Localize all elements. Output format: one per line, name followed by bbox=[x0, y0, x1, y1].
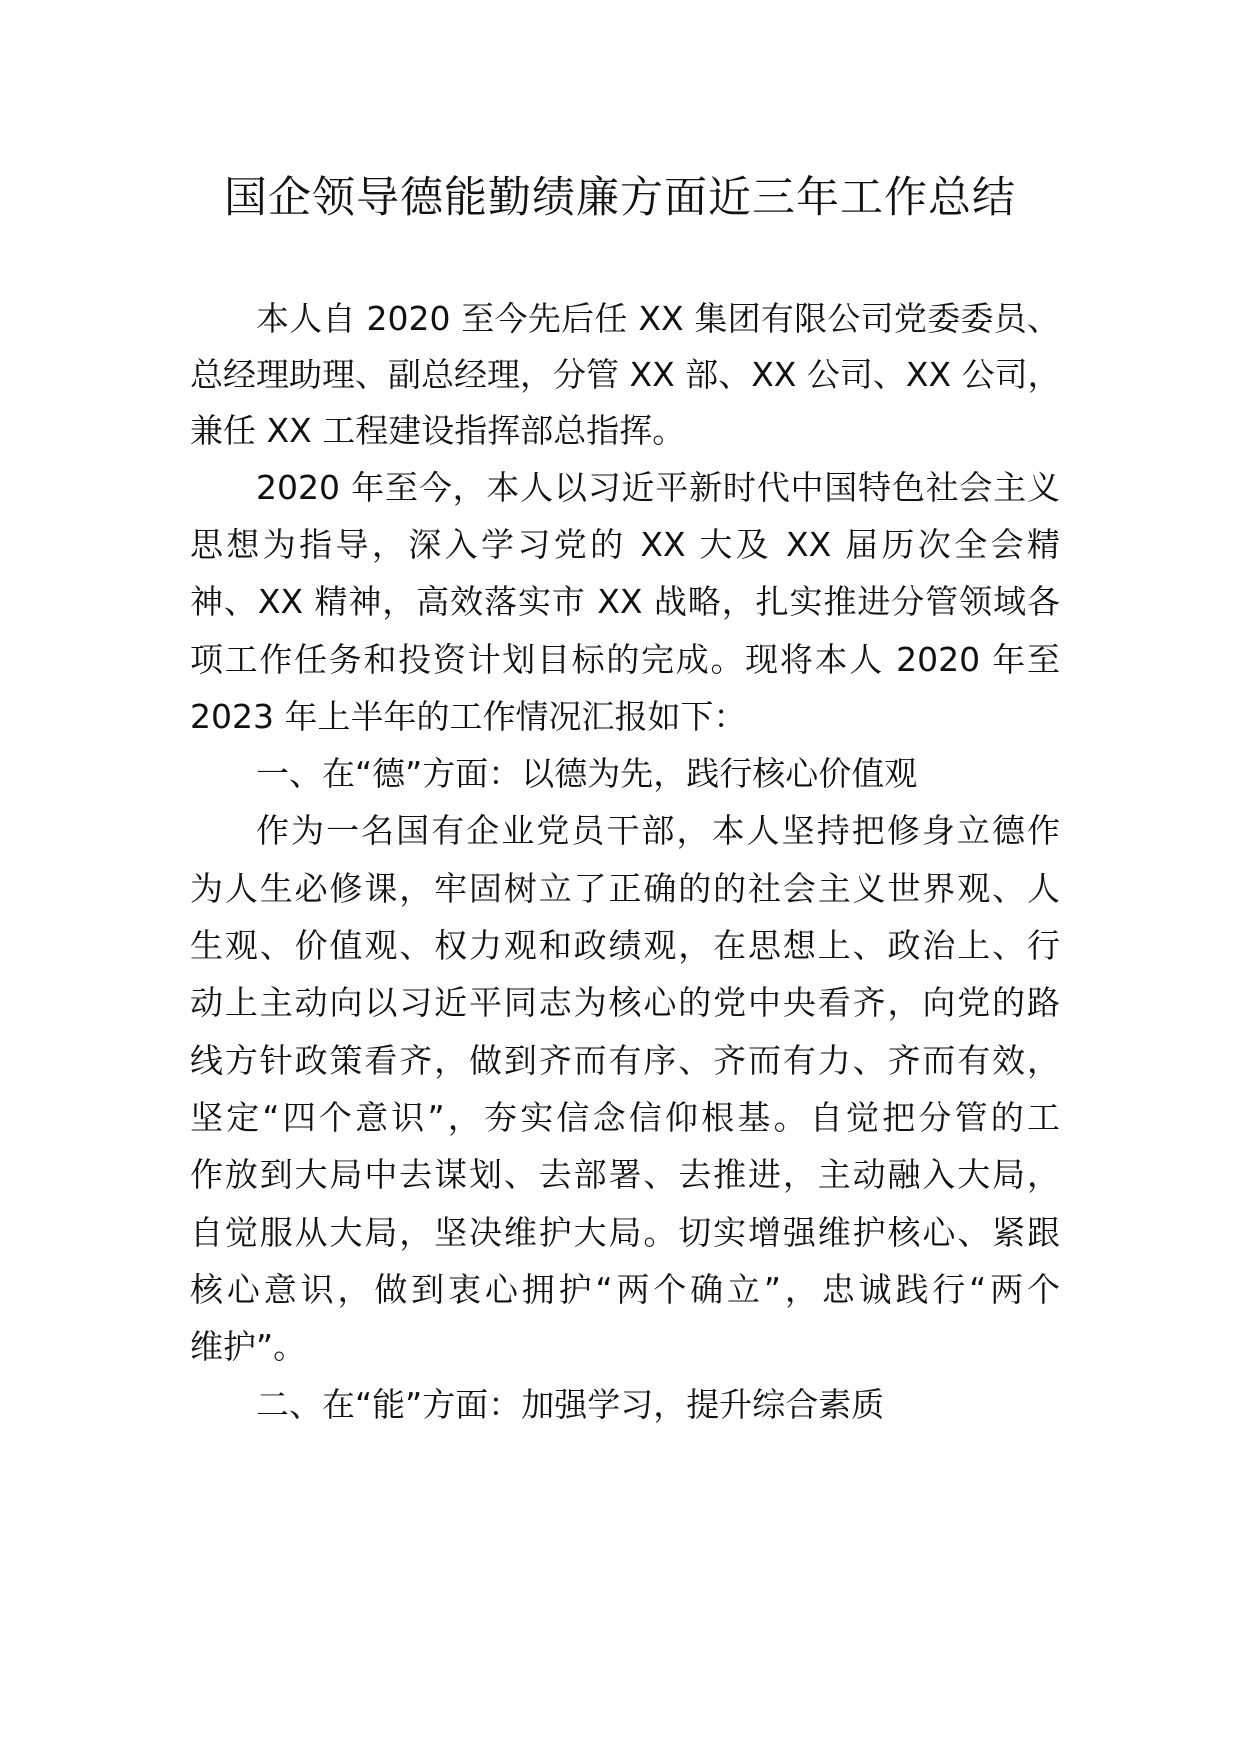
paragraph-3-line-4: 动上主动向以习近平同志为核心的党中央看齐，向党的路 bbox=[190, 983, 1060, 1022]
paragraph-2-line-2: 思想为指导，深入学习党的 XX 大及 XX 届历次全会精 bbox=[190, 525, 1060, 564]
paragraph-2-line-4: 项工作任务和投资计划目标的完成。现将本人 2020 年至 bbox=[190, 640, 1060, 679]
paragraph-2-line-1: 2020 年至今，本人以习近平新时代中国特色社会主义 bbox=[256, 468, 1060, 507]
paragraph-1-line-1: 本人自 2020 至今先后任 XX 集团有限公司党委委员、 bbox=[256, 299, 1060, 338]
paragraph-3-line-2: 为人生必修课，牢固树立了正确的的社会主义世界观、人 bbox=[190, 869, 1060, 908]
paragraph-3-line-3: 生观、价值观、权力观和政绩观，在思想上、政治上、行 bbox=[190, 926, 1060, 965]
paragraph-3-line-10: 维护”。 bbox=[190, 1327, 307, 1366]
paragraph-2-line-5: 2023 年上半年的工作情况汇报如下： bbox=[190, 697, 747, 736]
document-title: 国企领导德能勤绩廉方面近三年工作总结 bbox=[224, 173, 1016, 223]
paragraph-2-line-3: 神、XX 精神，高效落实市 XX 战略，扎实推进分管领域各 bbox=[190, 582, 1060, 621]
section-heading-neng: 二、在“能”方面：加强学习，提升综合素质 bbox=[256, 1385, 885, 1424]
paragraph-3-line-7: 作放到大局中去谋划、去部署、去推进，主动融入大局， bbox=[190, 1155, 1060, 1194]
paragraph-1-line-2: 总经理助理、副总经理，分管 XX 部、XX 公司、XX 公司， bbox=[190, 355, 1061, 394]
paragraph-3-line-1: 作为一名国有企业党员干部，本人坚持把修身立德作 bbox=[256, 811, 1060, 850]
paragraph-3-line-5: 线方针政策看齐，做到齐而有序、齐而有力、齐而有效， bbox=[190, 1041, 1060, 1080]
paragraph-1-line-3: 兼任 XX 工程建设指挥部总指挥。 bbox=[190, 411, 686, 450]
paragraph-3-line-9: 核心意识，做到衷心拥护“两个确立”，忠诚践行“两个 bbox=[190, 1270, 1060, 1309]
paragraph-3-line-8: 自觉服从大局，坚决维护大局。切实增强维护核心、紧跟 bbox=[190, 1213, 1060, 1252]
paragraph-3-line-6: 坚定“四个意识”，夯实信念信仰根基。自觉把分管的工 bbox=[190, 1098, 1060, 1137]
section-heading-de: 一、在“德”方面：以德为先，践行核心价值观 bbox=[256, 754, 918, 793]
